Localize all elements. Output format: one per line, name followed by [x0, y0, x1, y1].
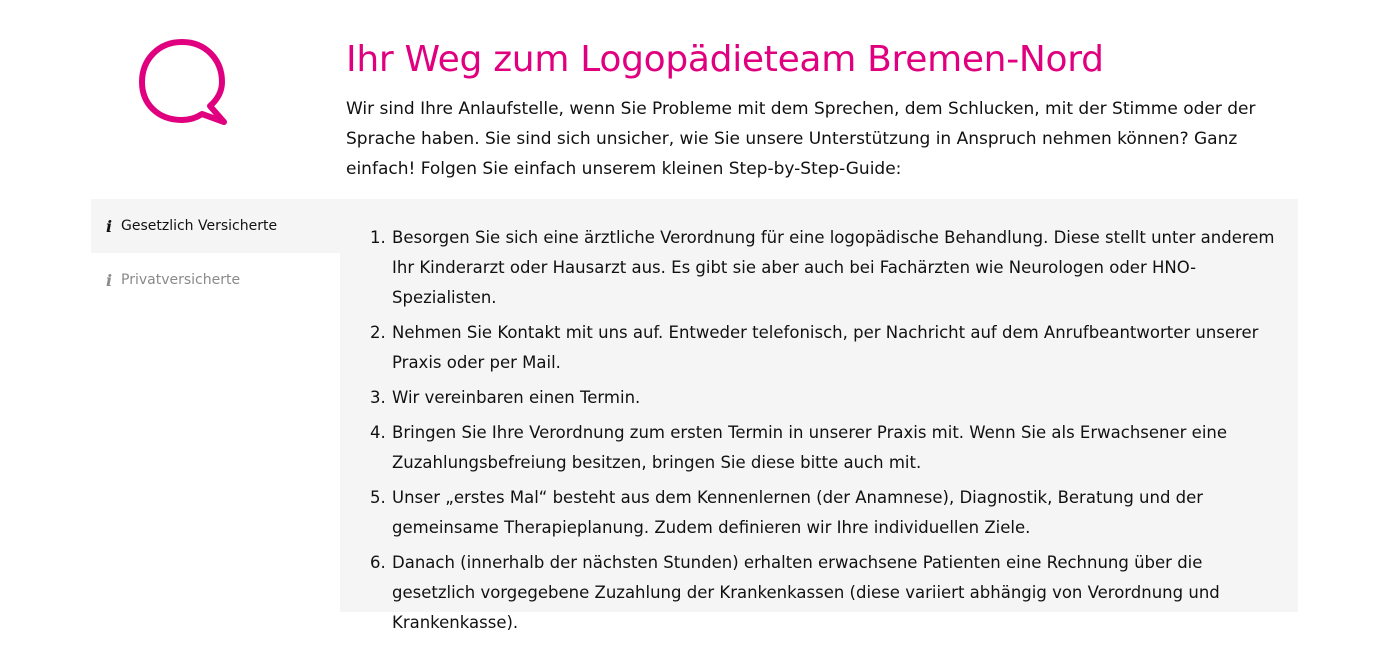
list-item	[370, 223, 1280, 313]
step-text: Wir vereinbaren einen Termin.	[392, 388, 641, 407]
tab-content-panel	[340, 199, 1298, 632]
speech-bubble-q-logo[interactable]	[134, 36, 230, 128]
info-icon: i	[106, 270, 113, 290]
list-item	[370, 383, 1280, 413]
list-item	[370, 548, 1280, 638]
tab-label: Gesetzlich Versicherte	[121, 218, 278, 234]
step-number: 5.	[370, 488, 386, 507]
list-item	[370, 483, 1280, 543]
step-number: 1.	[370, 228, 386, 247]
tab-label: Privatversicherte	[121, 272, 241, 288]
page-title: Ihr Weg zum Logopädieteam Bremen-Nord	[346, 39, 1104, 80]
step-text: Unser „erstes Mal“ besteht aus dem Kennenlernen (der Anamnese), Diagnostik, Beratung und der gemeinsame Therapieplanung. Zudem definieren wir Ihre individuellen Ziele.	[392, 488, 1204, 537]
intro-text: Wir sind Ihre Anlaufstelle, wenn Sie Probleme mit dem Sprechen, dem Schlucken, mit der Stimme oder der Sprache haben. Sie sind sich unsicher, wie Sie unsere Unterstützung in Anspruch nehmen können? Ganz einfach! Folgen Sie einfach unserem kleinen Step-by-Step-Guide:	[346, 99, 1256, 179]
list-item	[370, 418, 1280, 478]
step-text: Danach (innerhalb der nächsten Stunden) erhalten erwachsene Patienten eine Rechnung über die gesetzlich vorgegebene Zuzahlung der Krankenkassen (diese variiert abhängig von Verordnung und Krankenkasse).	[392, 553, 1220, 632]
step-number: 2.	[370, 323, 386, 342]
steps-list	[370, 223, 1280, 643]
list-item	[370, 318, 1280, 378]
step-text: Besorgen Sie sich eine ärztliche Verordnung für eine logopädische Behandlung. Diese stellt unter anderem Ihr Kinderarzt oder Hausarzt aus. Es gibt sie aber auch bei Fachärzten wie Neurologen oder HNO-Spezialisten.	[392, 228, 1275, 307]
step-text: Nehmen Sie Kontakt mit uns auf. Entweder telefonisch, per Nachricht auf dem Anrufbeantworter unserer Praxis oder per Mail.	[392, 323, 1259, 372]
step-text: Bringen Sie Ihre Verordnung zum ersten Termin in unserer Praxis mit. Wenn Sie als Erwachsener eine Zuzahlungsbefreiung besitzen, bringen Sie diese bitte auch mit.	[392, 423, 1228, 472]
insurance-tabs	[91, 199, 340, 307]
step-number: 6.	[370, 553, 386, 572]
tab-gesetzlich-versicherte[interactable]	[91, 199, 340, 253]
tab-privatversicherte[interactable]	[91, 253, 340, 307]
info-icon: i	[106, 216, 113, 236]
step-number: 4.	[370, 423, 386, 442]
step-number: 3.	[370, 388, 386, 407]
